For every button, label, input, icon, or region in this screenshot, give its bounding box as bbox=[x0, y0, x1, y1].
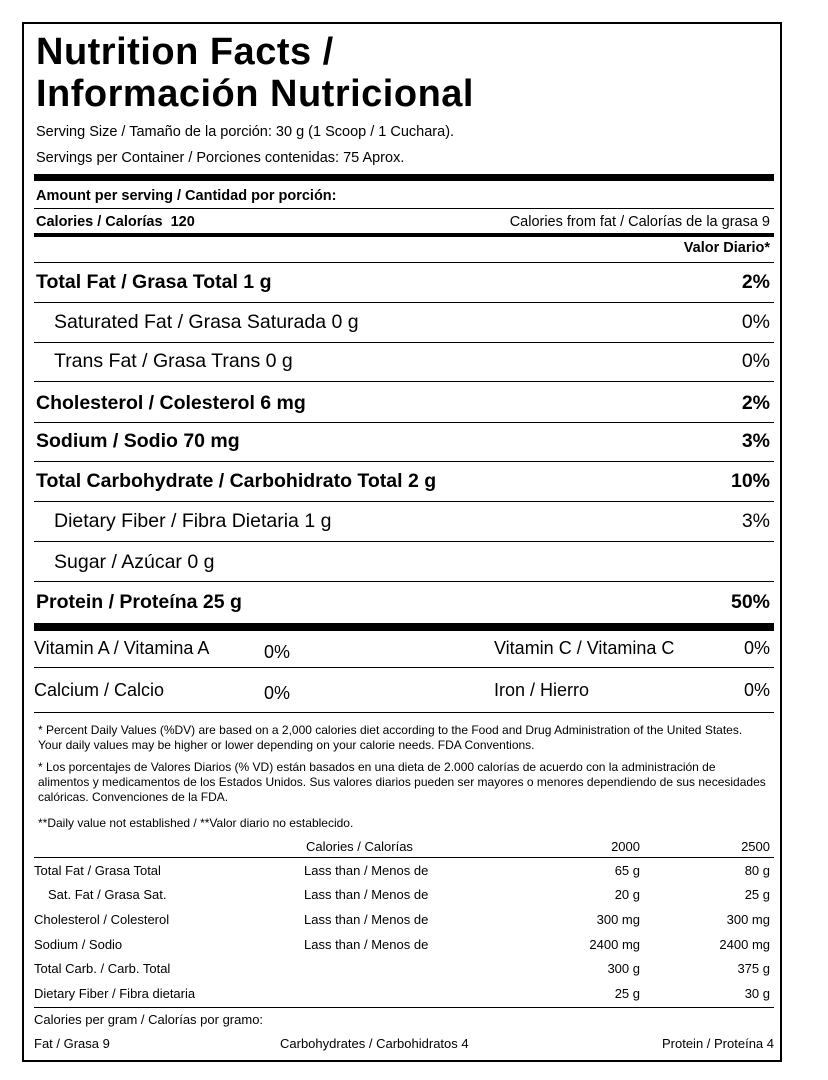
divider bbox=[34, 262, 774, 263]
table-row-2000: 300 g bbox=[607, 961, 640, 976]
calories-label bbox=[36, 214, 195, 230]
calories-value: 120 bbox=[170, 214, 195, 230]
thick-divider bbox=[34, 623, 774, 631]
per-gram-protein: Protein / Proteína 4 bbox=[661, 1036, 774, 1051]
table-row-cond: Lass than / Menos de bbox=[304, 863, 429, 878]
divider bbox=[34, 422, 774, 423]
nutrient-pct-saturated-fat: 0% bbox=[741, 311, 770, 333]
footnote-english: * Percent Daily Values (%DV) are based on a 2,000 calories diet according to the Food and Drug Administration of the United States. Your daily values may be higher or lower depending on your calorie needs. FDA Conventions. bbox=[38, 723, 743, 752]
table-row-cond: Lass than / Menos de bbox=[304, 912, 429, 927]
nutrient-label-trans-fat: Trans Fat / Grasa Trans 0 g bbox=[54, 350, 293, 372]
table-row-2500: 80 g bbox=[744, 863, 770, 878]
divider bbox=[34, 501, 774, 502]
table-row-2000: 65 g bbox=[614, 863, 640, 878]
divider bbox=[34, 712, 774, 713]
thick-divider bbox=[34, 174, 774, 181]
table-row-label: Sodium / Sodio bbox=[34, 937, 123, 952]
daily-value-header: Valor Diario* bbox=[683, 240, 770, 256]
divider bbox=[34, 541, 774, 542]
divider bbox=[34, 302, 774, 303]
nutrient-label-sugar: Sugar / Azúcar 0 g bbox=[54, 551, 215, 573]
nutrient-pct-sodium: 3% bbox=[741, 430, 770, 452]
divider bbox=[34, 581, 774, 582]
title-line-1: Nutrition Facts / bbox=[36, 31, 334, 73]
calcium-pct: 0% bbox=[264, 683, 291, 703]
servings-per-container: Servings per Container / Porciones contenidas: 75 Aprox. bbox=[36, 150, 405, 166]
nutrient-label-dietary-fiber: Dietary Fiber / Fibra Dietaria 1 g bbox=[54, 510, 332, 532]
table-row-label: Total Fat / Grasa Total bbox=[34, 863, 161, 878]
medium-divider bbox=[34, 233, 774, 237]
serving-size: Serving Size / Tamaño de la porción: 30 g (1 Scoop / 1 Cuchara). bbox=[36, 124, 455, 140]
table-row-cond: Lass than / Menos de bbox=[304, 887, 429, 902]
footnote-spanish: * Los porcentajes de Valores Diarios (% VD) están basados en una dieta de 2.000 calorías de acuerdo con la administración de alimentos y medicamentos de los Estados Unidos. Sus valores diarios pueden ser mayores o menores dependiendo de sus necesidades calóricas. Convenciones de la FDA. bbox=[38, 760, 766, 804]
vitamin-a-pct: 0% bbox=[264, 642, 291, 662]
title-line-2: Información Nutricional bbox=[36, 73, 474, 115]
table-row-2500: 30 g bbox=[744, 986, 770, 1001]
table-header-calories: Calories / Calorías bbox=[306, 839, 413, 854]
divider bbox=[34, 1007, 774, 1008]
nutrient-pct-protein: 50% bbox=[730, 591, 770, 613]
table-row-2000: 25 g bbox=[614, 986, 640, 1001]
nutrient-label-saturated-fat: Saturated Fat / Grasa Saturada 0 g bbox=[54, 311, 359, 333]
table-row-label: Dietary Fiber / Fibra dietaria bbox=[34, 986, 196, 1001]
divider bbox=[34, 857, 774, 858]
vitamin-c-label: Vitamin C / Vitamina C bbox=[494, 638, 675, 658]
nutrient-pct-trans-fat: 0% bbox=[741, 350, 770, 372]
divider bbox=[34, 208, 774, 209]
divider bbox=[34, 667, 774, 668]
calories-from-fat: Calories from fat / Calorías de la grasa 9 bbox=[509, 214, 770, 230]
calories-text: Calories / Calorías bbox=[36, 214, 163, 230]
table-row-2500: 25 g bbox=[744, 887, 770, 902]
table-row-2000: 2400 mg bbox=[589, 937, 640, 952]
calcium-label: Calcium / Calcio bbox=[34, 680, 165, 700]
divider bbox=[34, 381, 774, 382]
nutrient-label-cholesterol: Cholesterol / Colesterol 6 mg bbox=[36, 392, 306, 414]
table-row-2500: 300 mg bbox=[726, 912, 770, 927]
per-gram-fat: Fat / Grasa 9 bbox=[34, 1036, 110, 1051]
table-header-2500: 2500 bbox=[741, 839, 770, 854]
nutrient-pct-cholesterol: 2% bbox=[741, 392, 770, 414]
nutrient-label-total-fat: Total Fat / Grasa Total 1 g bbox=[36, 271, 272, 293]
table-row-label: Cholesterol / Colesterol bbox=[34, 912, 170, 927]
table-row-2000: 20 g bbox=[614, 887, 640, 902]
divider bbox=[34, 342, 774, 343]
vitamin-c-pct: 0% bbox=[743, 638, 770, 658]
nutrient-pct-total-fat: 2% bbox=[741, 271, 770, 293]
per-gram-carb: Carbohydrates / Carbohidratos 4 bbox=[280, 1036, 469, 1051]
amount-per-serving: Amount per serving / Cantidad por porción: bbox=[36, 188, 337, 204]
vitamin-a-label: Vitamin A / Vitamina A bbox=[34, 638, 210, 658]
divider bbox=[34, 461, 774, 462]
nutrient-pct-dietary-fiber: 3% bbox=[741, 510, 770, 532]
nutrient-label-sodium: Sodium / Sodio 70 mg bbox=[36, 430, 240, 452]
iron-pct: 0% bbox=[743, 680, 770, 700]
iron-label: Iron / Hierro bbox=[494, 680, 590, 700]
table-header-2000: 2000 bbox=[611, 839, 640, 854]
table-row-label: Sat. Fat / Grasa Sat. bbox=[48, 887, 167, 902]
table-row-2000: 300 mg bbox=[596, 912, 640, 927]
table-row-label: Total Carb. / Carb. Total bbox=[34, 961, 171, 976]
nutrient-pct-total-carbohydrate: 10% bbox=[730, 470, 770, 492]
calories-per-gram: Calories per gram / Calorías por gramo: bbox=[34, 1012, 264, 1027]
nutrient-label-protein: Protein / Proteína 25 g bbox=[36, 591, 242, 613]
nutrition-label bbox=[22, 22, 782, 1062]
table-row-cond: Lass than / Menos de bbox=[304, 937, 429, 952]
nutrient-label-total-carbohydrate: Total Carbohydrate / Carbohidrato Total 2 g bbox=[36, 470, 437, 492]
footnote-dv: **Daily value not established / **Valor diario no establecido. bbox=[38, 816, 354, 830]
table-row-2500: 375 g bbox=[737, 961, 770, 976]
table-row-2500: 2400 mg bbox=[719, 937, 770, 952]
